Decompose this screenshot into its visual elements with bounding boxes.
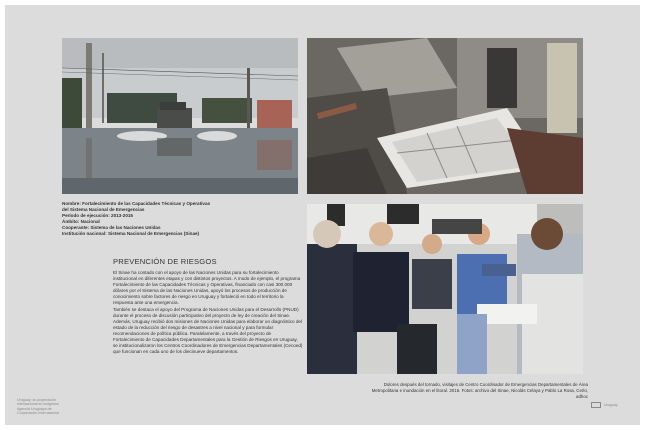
national-institution: Institución nacional: Sistema Nacional de Emergencias (Sinae) [62,231,200,236]
project-scope: Ámbito: Nacional [62,219,100,224]
project-name-continued: del Sistema Nacional de Emergencias [62,207,145,212]
page-panel [5,5,640,425]
meeting-photo [307,204,583,374]
project-metadata [62,201,302,237]
logo-text: Uruguay [604,403,618,407]
footer-line: Uruguay: la cooperación [17,398,56,402]
caption-line: Metropolitana e inundación en el litoral. 2016. Fotos: archivo del Sinae, Nicolás Celaya y Pablo La Rosa, Cerlo, adhoc [371,388,588,399]
footer-line: internacional en imágenes [17,402,59,407]
cooperant: Cooperante: Sistema de las Naciones Unidas [62,225,161,230]
caption-line: Dolores después del tornado, visitajes de Centro Coordinador de Emergencias Departamentales de Área [383,382,588,387]
execution-period: Período de ejecución: 2013-2015 [62,213,133,218]
footer-line: Agencia Uruguaya de [17,406,52,411]
body-paragraph: También se destaca el apoyo del Programa de Naciones Unidas para el Desarrollo (PNUD) durante el proceso de discusión participativo del proyecto de ley de creación del Sinae. Además, Uruguay recibió dos misiones de Naciones Unidas para elaborar un diagnóstico del estado de la reducción del riesgo de desastres a nivel nacional y para formular recomendaciones de política pública. Paralelamente, a través del proyecto de Fortalecimiento de Capacidades Departamentales para la Gestión de Riesgos en Uruguay, se institucionalizaron los Centros Coordinadores de Emergencias Departamentales (Cecoed) que funcionan en cada uno de los diecinueve departamentos. [113,307,303,354]
body-paragraph: El Sinae ha contado con el apoyo de las Naciones Unidas para su fortalecimiento institucional en diferentes etapas y con distintos proyectos. A modo de ejemplo, el programa Fortalecimiento de las Capacidades Técnicas y Operativas, financiado con casi 300.000 dólares por el Sistema de las Naciones Unidas, apoyó los procesos de producción de conocimiento sobre factores de riesgo en Uruguay y fortaleció en todo el territorio la respuesta ante una emergencia. [113,270,301,305]
section-body [113,270,303,356]
agency-logos [591,402,618,408]
publication-footer [17,398,77,415]
section-title: PREVENCIÓN DE RIESGOS [113,257,217,266]
flood-photo [62,38,298,194]
project-name: Nombre: Fortalecimiento de las Capacidades Técnicas y Operativas [62,201,211,206]
footer-line: Cooperación Internacional [17,410,59,415]
photo-caption [368,382,588,400]
logo-icon [591,402,601,408]
tornado-debris-photo [307,38,583,194]
